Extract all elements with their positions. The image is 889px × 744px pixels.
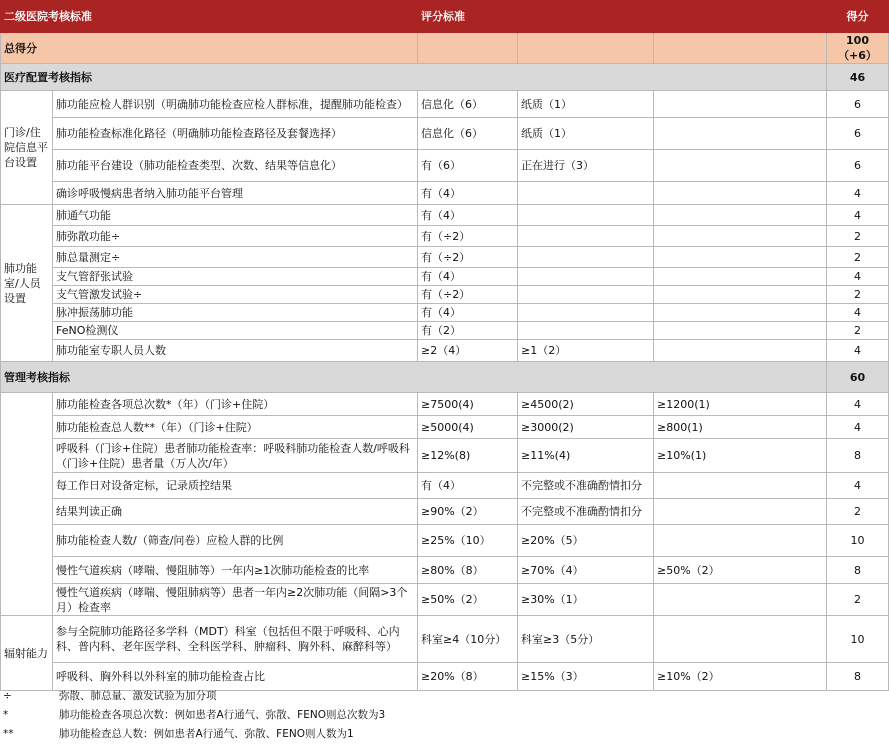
criterion-a: 有（÷2） <box>418 286 518 304</box>
criterion-b: 正在进行（3） <box>518 150 654 182</box>
criterion-a: 有（÷2） <box>418 247 518 268</box>
item-cell: 支气管舒张试验 <box>53 268 418 286</box>
score-cell: 4 <box>827 473 889 499</box>
criterion-a: ≥12%(8) <box>418 439 518 473</box>
table-row <box>1 499 889 525</box>
criterion-b <box>518 304 654 322</box>
criterion-a: ≥80%（8） <box>418 557 518 584</box>
criterion-b: 不完整或不准确酌情扣分 <box>518 499 654 525</box>
criterion-a: ≥5000(4) <box>418 416 518 439</box>
footnote-symbol: ÷ <box>3 689 12 702</box>
score-cell: 2 <box>827 499 889 525</box>
footnote-symbol: ** <box>3 727 14 740</box>
criterion-c <box>654 182 827 205</box>
criterion-b <box>518 247 654 268</box>
criterion-a: 有（4） <box>418 304 518 322</box>
criterion-c <box>654 473 827 499</box>
table-row <box>1 304 889 322</box>
score-cell: 6 <box>827 91 889 118</box>
item-cell: 肺通气功能 <box>53 205 418 226</box>
criterion-a: 科室≥4（10分） <box>418 616 518 663</box>
criterion-b <box>518 205 654 226</box>
criterion-b: ≥3000(2) <box>518 416 654 439</box>
table-row <box>1 182 889 205</box>
criterion-a: ≥2（4） <box>418 340 518 362</box>
criterion-b: ≥70%（4） <box>518 557 654 584</box>
section-score: 46 <box>827 64 889 91</box>
table-row <box>1 150 889 182</box>
header-score: 得分 <box>827 1 889 33</box>
score-cell: 4 <box>827 340 889 362</box>
item-cell: 脉冲振荡肺功能 <box>53 304 418 322</box>
criterion-b: ≥11%(4) <box>518 439 654 473</box>
score-cell: 6 <box>827 118 889 150</box>
category-label <box>1 393 53 616</box>
footnote-text: 肺功能检查各项总次数：例如患者A行通气、弥散、FENO则总次数为3 <box>59 709 386 721</box>
table-row <box>1 247 889 268</box>
item-cell: 肺功能检查人数/（筛查/问卷）应检人群的比例 <box>53 525 418 557</box>
score-cell: 8 <box>827 557 889 584</box>
score-cell: 10 <box>827 616 889 663</box>
section-score: 60 <box>827 362 889 393</box>
criterion-b: ≥1（2） <box>518 340 654 362</box>
criterion-b <box>518 286 654 304</box>
criterion-c: ≥800(1) <box>654 416 827 439</box>
footnote <box>0 686 889 705</box>
criterion-c <box>654 304 827 322</box>
item-cell: 肺总量测定÷ <box>53 247 418 268</box>
score-cell: 2 <box>827 322 889 340</box>
score-cell: 8 <box>827 439 889 473</box>
criterion-a: 有（4） <box>418 205 518 226</box>
criterion-a: ≥90%（2） <box>418 499 518 525</box>
criterion-a: 有（÷2） <box>418 226 518 247</box>
criterion-a: 有（4） <box>418 268 518 286</box>
footnote-text: 肺功能检查总人数：例如患者A行通气、弥散、FENO则人数为1 <box>59 728 354 740</box>
category-label: 辐射能力 <box>1 616 53 691</box>
footnotes <box>0 686 889 743</box>
criterion-a: 有（6） <box>418 150 518 182</box>
criterion-b: 不完整或不准确酌情扣分 <box>518 473 654 499</box>
table-row <box>1 268 889 286</box>
total-score: 100（+6） <box>827 33 889 64</box>
criterion-b <box>518 268 654 286</box>
score-cell: 8 <box>827 663 889 691</box>
table-row <box>1 584 889 616</box>
criterion-b: ≥20%（5） <box>518 525 654 557</box>
criterion-b <box>518 322 654 340</box>
criterion-c <box>654 268 827 286</box>
table-row <box>1 118 889 150</box>
criterion-c <box>654 616 827 663</box>
criterion-b: 科室≥3（5分） <box>518 616 654 663</box>
item-cell: 肺功能应检人群识别（明确肺功能检查应检人群标准，提醒肺功能检查） <box>53 91 418 118</box>
criterion-b <box>518 182 654 205</box>
table-row <box>1 286 889 304</box>
table-row <box>1 616 889 663</box>
item-cell: 肺功能检查总人数**（年）（门诊+住院） <box>53 416 418 439</box>
table-row <box>1 205 889 226</box>
criterion-c <box>654 322 827 340</box>
criterion-a: ≥25%（10） <box>418 525 518 557</box>
criterion-c <box>654 286 827 304</box>
score-cell: 4 <box>827 182 889 205</box>
item-cell: 肺功能平台建设（肺功能检查类型、次数、结果等信息化） <box>53 150 418 182</box>
criterion-a: 有（4） <box>418 473 518 499</box>
table-row <box>1 439 889 473</box>
criterion-c: ≥10%(1) <box>654 439 827 473</box>
item-cell: 支气管激发试验÷ <box>53 286 418 304</box>
item-cell: 结果判读正确 <box>53 499 418 525</box>
section-label: 医疗配置考核指标 <box>1 64 827 91</box>
score-cell: 2 <box>827 286 889 304</box>
score-cell: 6 <box>827 150 889 182</box>
criterion-a: ≥50%（2） <box>418 584 518 616</box>
header-criteria: 二级医院考核标准 <box>1 1 418 33</box>
table-row <box>1 557 889 584</box>
category-label: 门诊/住院信息平台设置 <box>1 91 53 205</box>
footnote <box>0 705 889 724</box>
section-row <box>1 64 889 91</box>
criterion-c <box>654 525 827 557</box>
score-cell: 4 <box>827 304 889 322</box>
criterion-c: ≥10%（2） <box>654 663 827 691</box>
item-cell: 呼吸科、胸外科以外科室的肺功能检查占比 <box>53 663 418 691</box>
criterion-c <box>654 499 827 525</box>
criterion-a: 有（2） <box>418 322 518 340</box>
table-row <box>1 473 889 499</box>
criterion-a: 信息化（6） <box>418 91 518 118</box>
score-cell: 2 <box>827 584 889 616</box>
table-row <box>1 393 889 416</box>
item-cell: 确诊呼吸慢病患者纳入肺功能平台管理 <box>53 182 418 205</box>
table-row <box>1 322 889 340</box>
criterion-b: ≥15%（3） <box>518 663 654 691</box>
table-row <box>1 416 889 439</box>
category-label: 肺功能室/人员设置 <box>1 205 53 362</box>
score-cell: 4 <box>827 416 889 439</box>
criterion-a: 信息化（6） <box>418 118 518 150</box>
item-cell: 慢性气道疾病（哮喘、慢阻肺等）一年内≥1次肺功能检查的比率 <box>53 557 418 584</box>
score-cell: 4 <box>827 205 889 226</box>
total-label: 总得分 <box>1 33 418 64</box>
footnote-text: 弥散、肺总量、激发试验为加分项 <box>59 690 217 702</box>
total-row <box>1 33 889 64</box>
criterion-c <box>654 584 827 616</box>
criterion-a: 有（4） <box>418 182 518 205</box>
criterion-b: 纸质（1） <box>518 91 654 118</box>
item-cell: 呼吸科（门诊+住院）患者肺功能检查率：呼吸科肺功能检查人数/呼吸科（门诊+住院）患者量（万人次/年） <box>53 439 418 473</box>
footnote-symbol: * <box>3 708 9 721</box>
score-cell: 10 <box>827 525 889 557</box>
item-cell: 慢性气道疾病（哮喘、慢阻肺病等）患者一年内≥2次肺功能（间隔>3个月）检查率 <box>53 584 418 616</box>
criterion-c <box>654 91 827 118</box>
item-cell: 肺弥散功能÷ <box>53 226 418 247</box>
criterion-c <box>654 247 827 268</box>
footnote <box>0 724 889 743</box>
item-cell: FeNO检测仪 <box>53 322 418 340</box>
criterion-b: ≥4500(2) <box>518 393 654 416</box>
table-row <box>1 91 889 118</box>
criterion-c <box>654 150 827 182</box>
criterion-b: 纸质（1） <box>518 118 654 150</box>
criterion-c: ≥1200(1) <box>654 393 827 416</box>
score-cell: 4 <box>827 268 889 286</box>
section-label: 管理考核指标 <box>1 362 827 393</box>
item-cell: 肺功能检查各项总次数*（年）（门诊+住院） <box>53 393 418 416</box>
item-cell: 每工作日对设备定标，记录质控结果 <box>53 473 418 499</box>
criterion-a: ≥7500(4) <box>418 393 518 416</box>
criterion-c <box>654 205 827 226</box>
criterion-a: ≥20%（8） <box>418 663 518 691</box>
header-scoring: 评分标准 <box>418 1 827 33</box>
table-row <box>1 525 889 557</box>
item-cell: 肺功能室专职人员人数 <box>53 340 418 362</box>
score-cell: 2 <box>827 247 889 268</box>
criterion-c: ≥50%（2） <box>654 557 827 584</box>
item-cell: 肺功能检查标准化路径（明确肺功能检查路径及套餐选择） <box>53 118 418 150</box>
table-header-row <box>1 1 889 33</box>
table-row <box>1 340 889 362</box>
table-row <box>1 226 889 247</box>
criterion-b <box>518 226 654 247</box>
section-row <box>1 362 889 393</box>
criterion-c <box>654 118 827 150</box>
criterion-b: ≥30%（1） <box>518 584 654 616</box>
score-cell: 4 <box>827 393 889 416</box>
score-cell: 2 <box>827 226 889 247</box>
criterion-c <box>654 226 827 247</box>
criterion-c <box>654 340 827 362</box>
item-cell: 参与全院肺功能路径多学科（MDT）科室（包括但不限于呼吸科、心内科、普内科、老年医学科、全科医学科、肿瘤科、胸外科、麻醉科等） <box>53 616 418 663</box>
